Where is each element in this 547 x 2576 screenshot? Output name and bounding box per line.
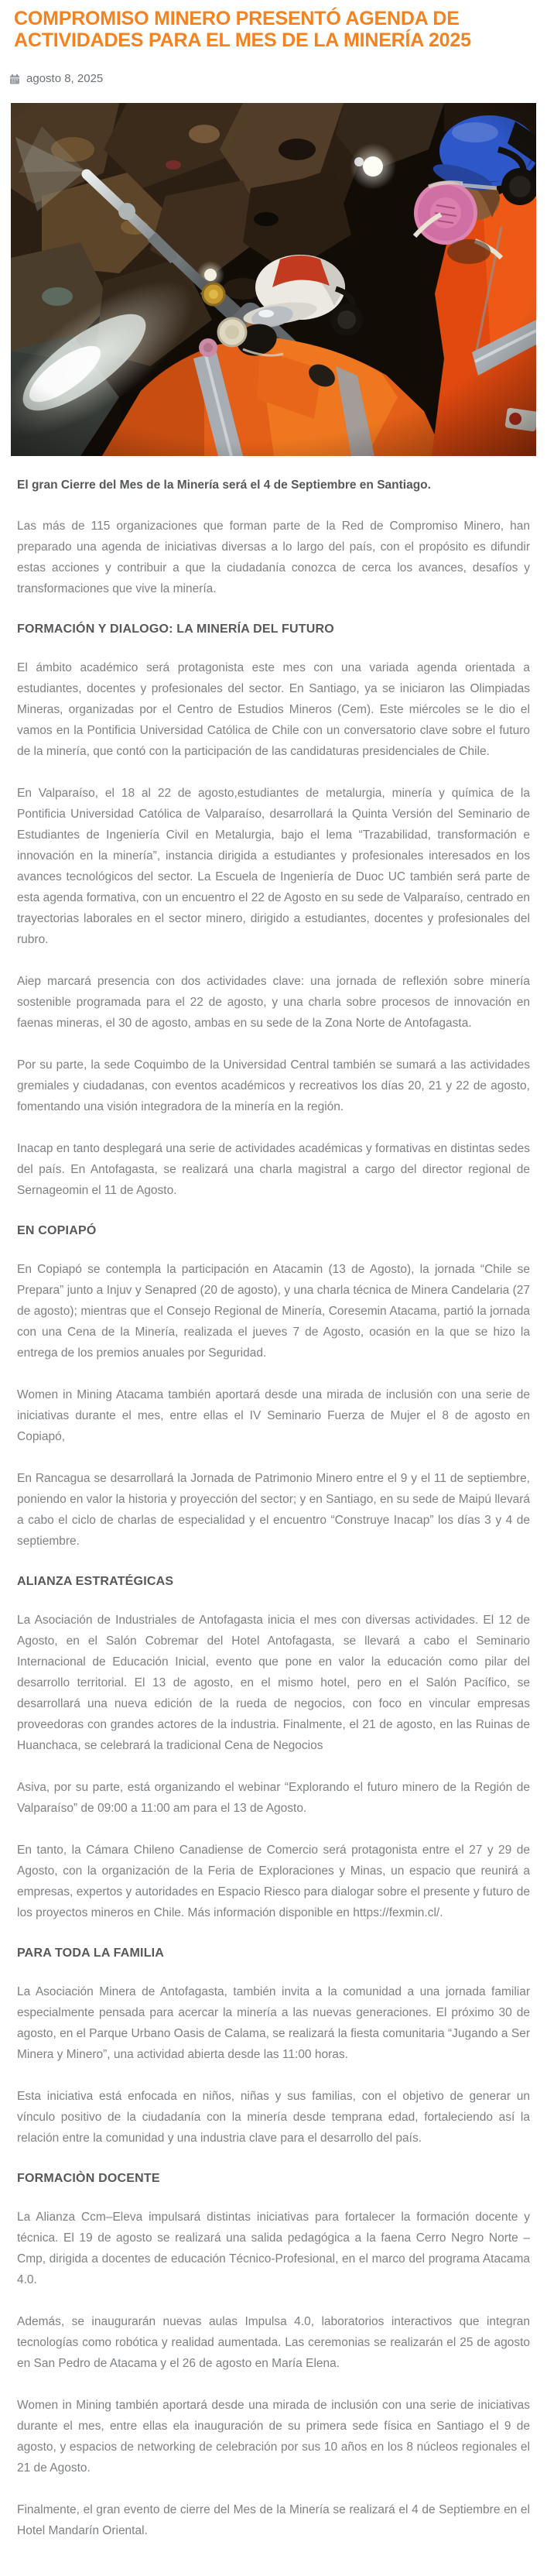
section-heading: PARA TODA LA FAMILIA: [17, 1947, 165, 1960]
hero-image: [11, 103, 536, 456]
article-paragraph: La Asociación de Industriales de Antofagasta inicia el mes con diversas actividades. El 12 de Agosto, en el Salón Cobremar del Hotel Antofagasta, se llevará a cabo el Seminario Internacional de Educación Inicial, evento que pone en valor la educación como pilar del desarrollo territorial. El 13 de agosto, en el mismo hotel, pero en el Salón Pacífico, se desarrollará una nueva edición de la rueda de negocios, con foco en vincular empresas proveedoras con grandes actores de la industria. Finalmente, el 21 de agosto, en las Ruinas de Huanchaca, se celebrará la tradicional Cena de Negocios: [17, 1614, 530, 1752]
article-paragraph: Las más de 115 organizaciones que forman parte de la Red de Compromiso Minero, han preparado una agenda de iniciativas diversas a lo largo del país, con el propósito es difundir estas acciones y contribuir a que la ciudadanía conozca de cerca los avances, desafíos y transformaciones que vive la minería.: [17, 520, 530, 595]
article-paragraph: La Alianza Ccm–Eleva impulsará distintas iniciativas para fortalecer la formación docente y técnica. El 19 de agosto se realizará una salida pedagógica a la faena Cerro Negro Norte – Cmp, dirigida a docentes de educación Técnico-Profesional, en el marco del programa Atacama 4.0.: [17, 2211, 530, 2286]
article-paragraph: Finalmente, el gran evento de cierre del Mes de la Minería se realizará el 4 de Septiembre en el Hotel Mandarín Oriental.: [17, 2503, 530, 2537]
article-paragraph: En Copiapó se contempla la participación en Atacamin (13 de Agosto), la jornada “Chile se Prepara” junto a Injuv y Senapred (20 de agosto), y una charla técnica de Minera Candelaria (27 de agosto); mientras que el Consejo Regional de Minería, Coresemin Atacama, partió la jornada con una Cena de la Minería, realizada el jueves 7 de Agosto, ocasión en la que se hizo la entrega de los premios anuales por Seguridad.: [17, 1263, 530, 1360]
article-paragraph: Asiva, por su parte, está organizando el webinar “Explorando el futuro minero de la Región de Valparaíso” de 09:00 a 11:00 am para el 13 de Agosto.: [17, 1781, 530, 1815]
article-title: COMPROMISO MINERO PRESENTÓ AGENDA DE ACTIVIDADES PARA EL MES DE LA MINERÍA 2025: [14, 8, 471, 51]
article-paragraph: La Asociación Minera de Antofagasta, también invita a la comunidad a una jornada familiar especialmente pensada para acercar la minería a las nuevas generaciones. El próximo 30 de agosto, en el Parque Urbano Oasis de Calama, se realizará la fiesta comunitaria “Jugando a Ser Minera y Minero”, una actividad abierta desde las 11:00 horas.: [17, 1985, 530, 2061]
article-paragraph: En Rancagua se desarrollará la Jornada de Patrimonio Minero entre el 9 y el 11 de septiembre, poniendo en valor la historia y proyección del sector; y en Santiago, en su sede de Maipú llevará a cabo el ciclo de charlas de especialidad y el encuentro “Construye Inacap” los días 3 y 4 de septiembre.: [17, 1472, 530, 1548]
article-paragraph: Aiep marcará presencia con dos actividades clave: una jornada de reflexión sobre minería sostenible programada para el 22 de agosto, y una charla sobre procesos de innovación en faenas mineras, el 30 de agosto, ambas en su sede de la Zona Norte de Antofagasta.: [17, 975, 530, 1030]
image-caption: El gran Cierre del Mes de la Minería será el 4 de Septiembre en Santiago.: [17, 478, 431, 492]
article-paragraph: Women in Mining Atacama también aportará desde una mirada de inclusión con una serie de iniciativas durante el mes, entre ellas el IV Seminario Fuerza de Mujer el 8 de agosto en Copiapó,: [17, 1388, 530, 1443]
article-paragraph: Inacap en tanto desplegará una serie de actividades académicas y formativas en distintas sedes del país. En Antofagasta, se realizará una charla magistral a cargo del director regional de Sernageomin el 11 de Agosto.: [17, 1142, 530, 1197]
article-paragraph: Además, se inaugurarán nuevas aulas Impulsa 4.0, laboratorios interactivos que integran tecnologías como robótica y realidad aumentada. Las ceremonias se realizarán el 25 de agosto en San Pedro de Atacama y el 26 de agosto en María Elena.: [17, 2315, 530, 2370]
article-date: agosto 8, 2025: [26, 72, 104, 85]
article-paragraph: En Valparaíso, el 18 al 22 de agosto,estudiantes de metalurgia, minería y química de la Pontificia Universidad Católica de Valparaíso, desarrollará la Quinta Versión del Seminario de Estudiantes de Ingeniería Civil en Metalurgia, bajo el lema “Trazabilidad, transformación e innovación en la minería”, instancia dirigida a estudiantes y profesionales interesados en los avances tecnológicos del sector. La Escuela de Ingeniería de Duoc UC también será parte de esta agenda formativa, con un encuentro el 22 de Agosto en su sede de Valparaíso, centrado en trayectorias laborales en el sector minero, dirigido a estudiantes, docentes y profesionales del rubro.: [17, 787, 530, 946]
article-body: [17, 476, 530, 2541]
article-paragraph: El ámbito académico será protagonista este mes con una variada agenda orientada a estudiantes, docentes y profesionales del sector. En Santiago, ya se iniciaron las Olimpiadas Mineras, organizadas por el Centro de Estudios Mineros (Cem). Este miércoles se le dio el vamos en la Pontificia Universidad Católica de Chile con un conversatorio clave sobre el futuro de la minería, que contó con la participación de las candidaturas presidenciales de Chile.: [17, 661, 530, 758]
article-page: [0, 8, 547, 2576]
article-paragraph: Women in Mining también aportará desde una mirada de inclusión con una serie de iniciativas durante el mes, entre ellas ela inauguración de su primera sede física en Santiago el 9 de agosto, y espacios de networking de celebración por sus 10 años en los 8 núcleos regionales el 21 de Agosto.: [17, 2399, 530, 2475]
section-heading: ALIANZA ESTRATÉGICAS: [17, 1575, 174, 1588]
article-paragraph: Esta iniciativa está enfocada en niños, niñas y sus familias, con el objetivo de generar un vínculo positivo de la ciudadanía con la minería desde temprana edad, fortaleciendo así la relación entre la comunidad y una industria clave para el desarrollo del país.: [17, 2090, 530, 2145]
article-paragraph: En tanto, la Cámara Chileno Canadiense de Comercio será protagonista entre el 27 y 29 de Agosto, con la organización de la Feria de Exploraciones y Minas, un espacio que reunirá a empresas, expertos y autoridades en Espacio Riesco para dialogar sobre el presente y futuro de los proyectos mineros en Chile. Más información disponible en https://fexmin.cl/.: [17, 1844, 530, 1919]
section-heading: EN COPIAPÓ: [17, 1224, 97, 1237]
section-heading: FORMACIÓN Y DIALOGO: LA MINERÍA DEL FUTURO: [17, 623, 334, 636]
section-heading: FORMACIÒN DOCENTE: [17, 2172, 160, 2185]
article-meta: [9, 72, 538, 85]
mine-photo-illustration: [11, 103, 536, 456]
article-paragraph: Por su parte, la sede Coquimbo de la Universidad Central también se sumará a las actividades gremiales y ciudadanas, con eventos académicos y recreativos los días 20, 21 y 22 de agosto, fomentando una visión integradora de la minería en la región.: [17, 1058, 530, 1113]
calendar-icon: [9, 74, 20, 84]
